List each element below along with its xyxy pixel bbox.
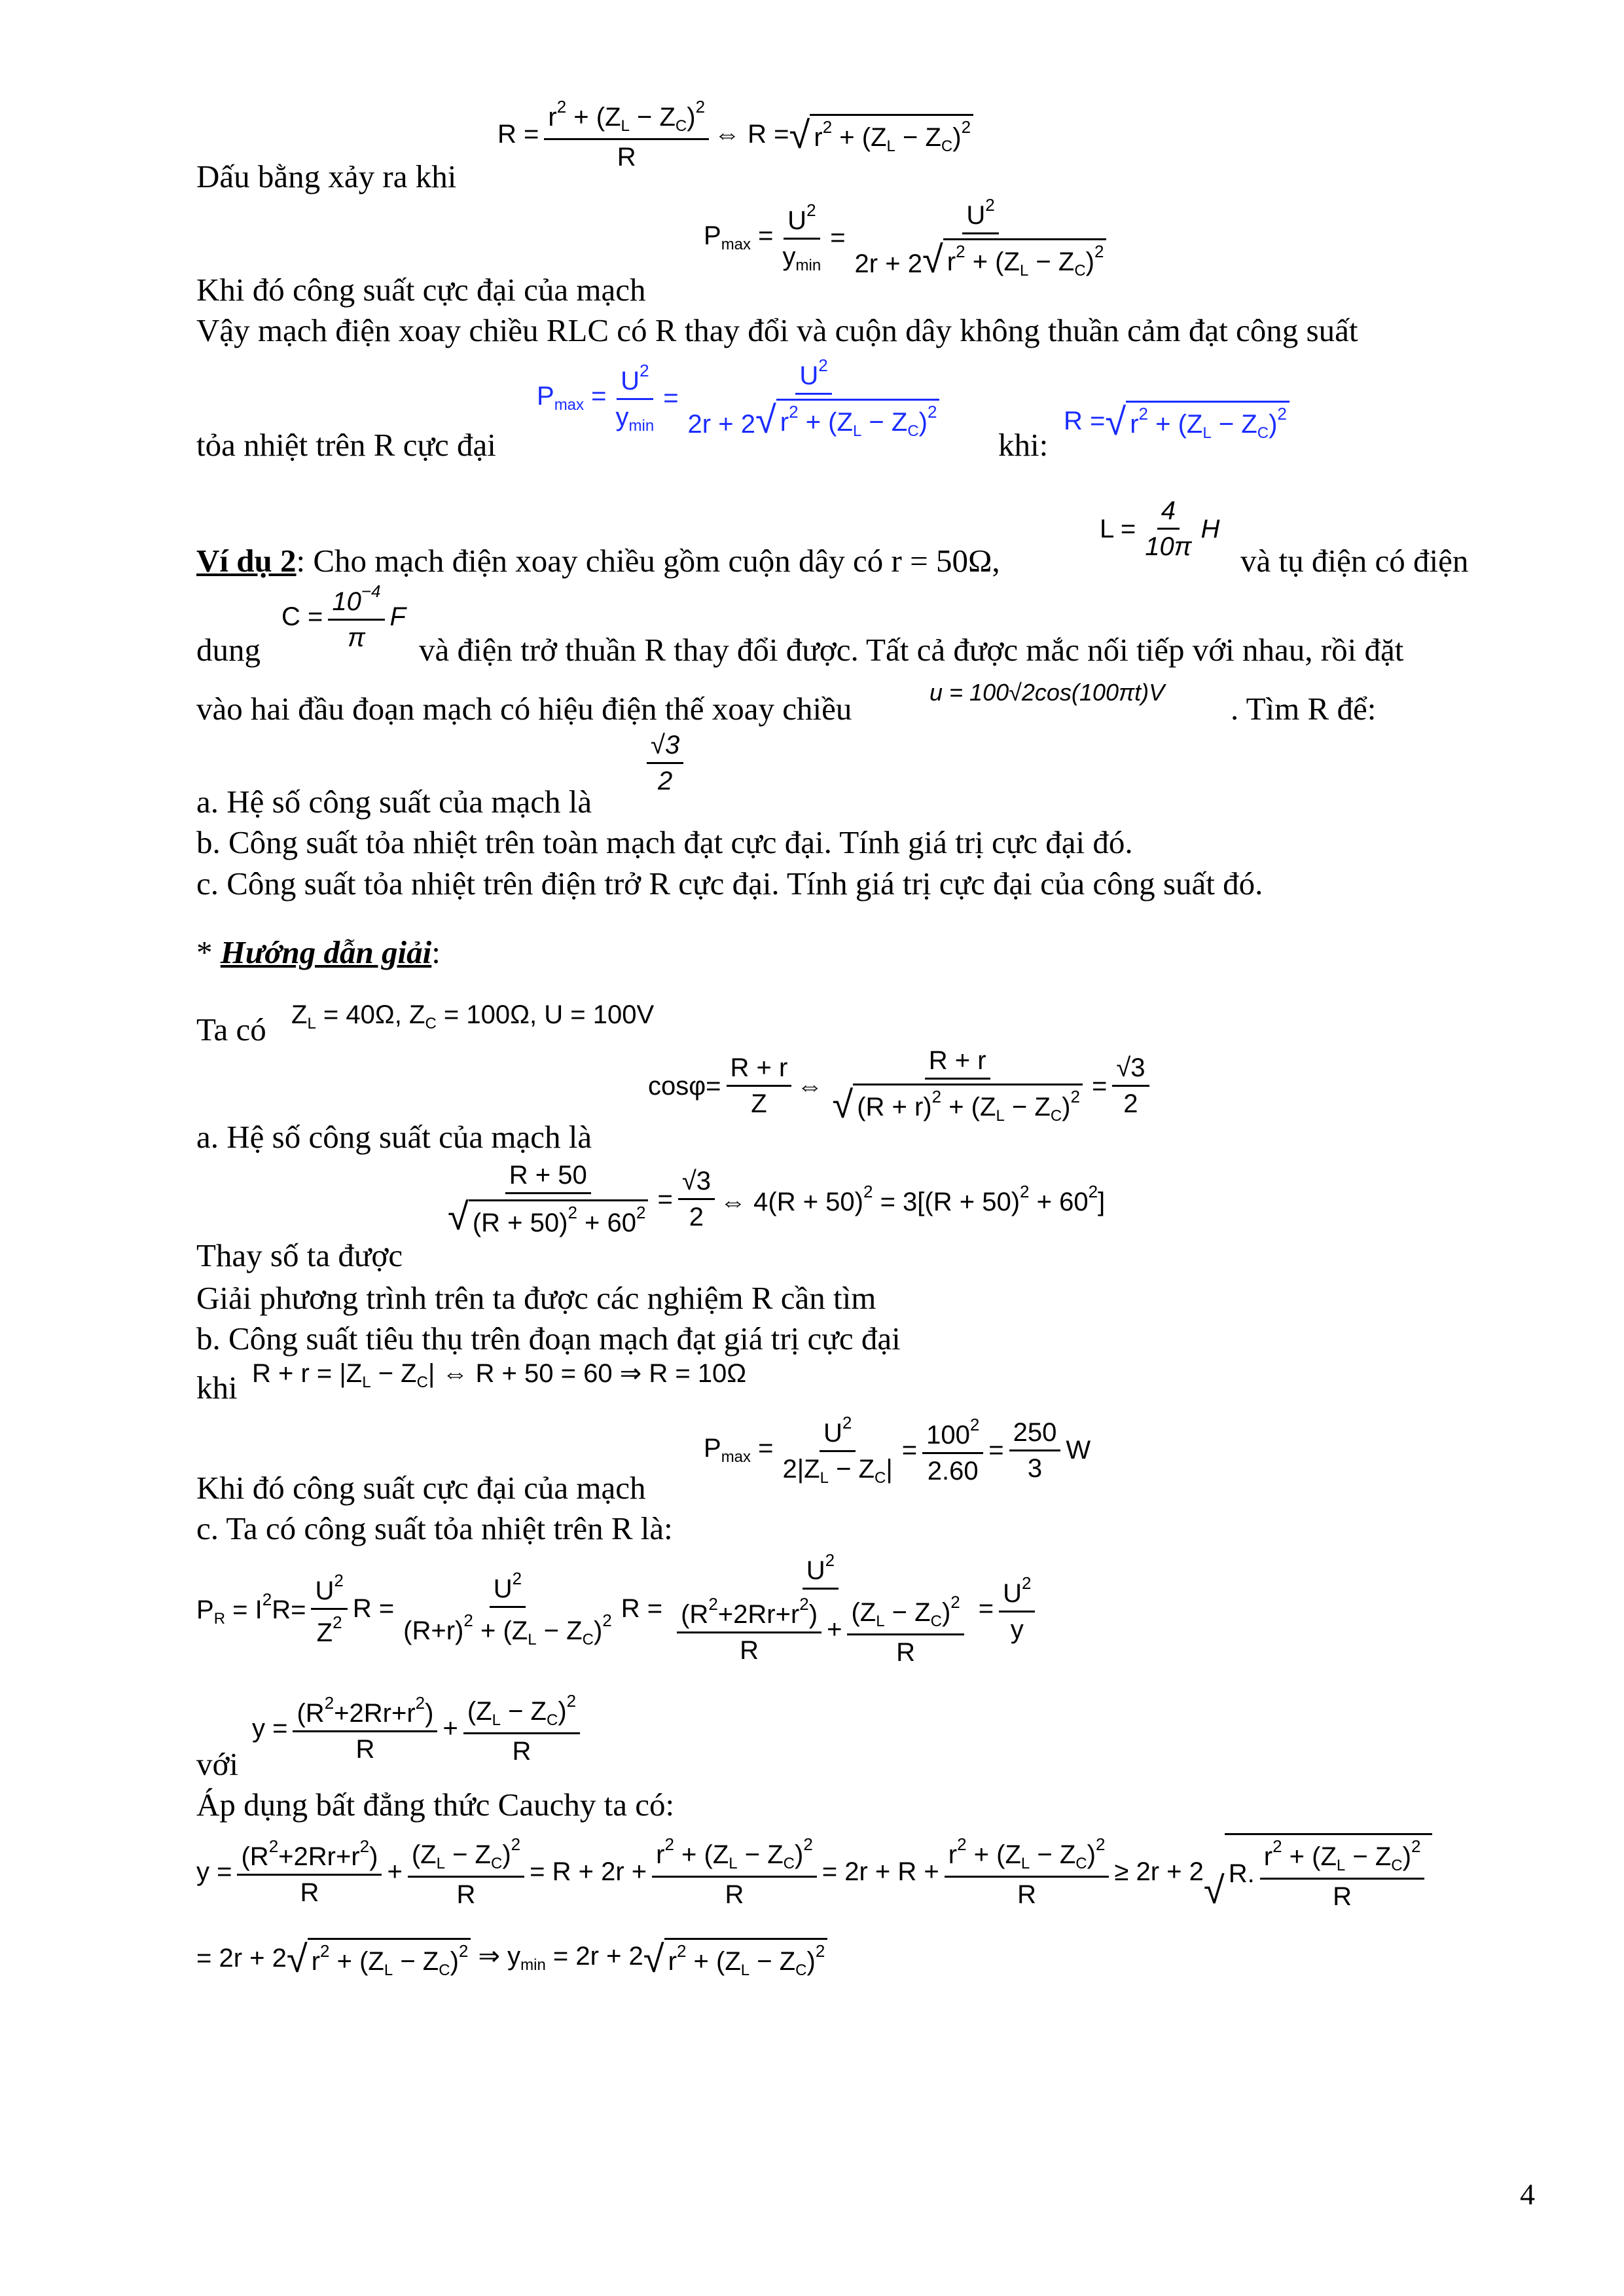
p-res-num: 250 — [1009, 1419, 1061, 1451]
example-line — [196, 545, 1000, 577]
text-line: Ta có — [196, 1011, 266, 1048]
c-numerator: 10 — [332, 587, 361, 616]
text-line: . Tìm R để: — [1231, 691, 1377, 727]
c-denominator: π — [348, 623, 365, 652]
capacitance-formula: C = $\frac{10^{-4}}{\pi}$ F — [281, 581, 406, 652]
pmax-numeric-formula: $P_{max}$ = $\frac{U^2}{2|Z_L - Z_C|}$ = $\frac{100^2}{2.60}$ = $\frac{250}{3}$ W — [704, 1413, 1091, 1487]
cond-1: R + r = |Z — [252, 1359, 363, 1388]
text-line: khi: — [998, 427, 1049, 463]
text-line: vào hai đầu đoạn mạch có hiệu điện thế xoay chiều — [196, 691, 852, 727]
substitution-formula: R + 50 √ $(R + 50)^2 + 60^2$ = $\frac{√3}{2}$ ⇔ $4(R + 50)^2 = 3[(R + 50)^2 + 60^2]$ — [448, 1161, 1106, 1238]
colon: : — [431, 934, 441, 970]
given-values: $Z_L = 40\Omega$, $Z_C = 100\Omega$, U = 100V — [291, 1000, 655, 1032]
text-line: Thay số ta được — [196, 1237, 403, 1273]
cos-num: √3 — [647, 732, 683, 764]
cos-phi-formula: cosφ= $\frac{R + r}{Z}$ ⇔ R + r √ $(R + r)^2 + (Z_L - Z_C)^2$ = $\frac{√3}{2}$ — [648, 1048, 1155, 1124]
text-line: Khi đó công suất cực đại của mạch — [196, 272, 646, 308]
p-den: 2.60 — [927, 1457, 979, 1485]
example-title: Ví dụ 2 — [196, 543, 297, 579]
max-condition-formula: $R + r = |Z_L - Z_C|$ ⇔ R + 50 = 60 ⇒ R = 10Ω — [252, 1359, 747, 1391]
cos-value-fraction — [641, 732, 689, 794]
given-1: = 40Ω, Z — [323, 1000, 425, 1029]
zl-symbol: Z — [291, 1000, 308, 1029]
question-b: b. Công suất tỏa nhiệt trên toàn mạch đạt cực đại. Tính giá trị cực đại đó. — [196, 824, 1133, 860]
text-line: dung — [196, 632, 261, 668]
text-line: Vậy mạch điện xoay chiều RLC có R thay đổi và cuộn dây không thuần cảm đạt công suất — [196, 312, 1358, 348]
text-line: Áp dụng bất đẳng thức Cauchy ta có: — [196, 1787, 675, 1823]
text-line: và tụ điện có điện — [1240, 543, 1469, 579]
cond-3: | ⇔ R + 50 = 60 ⇒ R = 10Ω — [427, 1359, 747, 1388]
l-denominator: 10π — [1145, 532, 1192, 561]
example-text: : Cho mạch điện xoay chiều gồm cuộn dây có r = 50Ω, — [296, 543, 1000, 579]
solution-heading — [196, 936, 441, 968]
p-res-den: 3 — [1027, 1453, 1043, 1483]
p-num: 100 — [926, 1421, 970, 1449]
y-definition-formula: y = $\frac{(R^2+2Rr+r^2)}{R}$ + $\frac{(Z_L - Z_C)^2}{R}$ — [252, 1692, 585, 1764]
cauchy-formula: y = $\frac{(R^2+2Rr+r^2)}{R}$ + $\frac{(Z_L - Z_C)^2}{R}$ = R + 2r + $\frac{r^2 + (Z_L - Z_C)^2}{R}$ = 2r + R + $\frac{r^2 + (Z_L - Z_C)^2}{R}$ ≥ 2r + 2 √ R. $\frac{r^2 + (Z_L - Z_C)^2}{R}$ — [196, 1833, 1432, 1910]
question-a: a. Hệ số công suất của mạch là — [196, 784, 592, 820]
l-numerator: 4 — [1157, 498, 1180, 530]
cos-den: 2 — [657, 767, 673, 795]
pmax-result-formula: $P_{max}$ = $\frac{U^2}{y_{min}}$ = $U^2$ 2r + 2 √ $r^2 + (Z_L - Z_C)^2$ — [537, 357, 948, 439]
given-2: = 100Ω, U = 100V — [443, 1000, 655, 1029]
question-c: c. Công suất tỏa nhiệt trên điện trở R cực đại. Tính giá trị cực đại của công suất đó. — [196, 866, 1263, 902]
power-r-formula: $P_R = I^2R=$ $\frac{U^2}{Z^2}$ R = $\frac{U^2}{(R+r)^2 + (Z_L - Z_C)^2}$ R = $U^2$ $\frac{(R^2+2Rr+r^2)}{R}$ + $\frac{(Z_L - Z_C)^2}{R}$ = $\frac{U^2}{y}$ — [196, 1552, 1040, 1666]
text-line: c. Ta có công suất tỏa nhiệt trên R là: — [196, 1510, 673, 1546]
text-line: Giải phương trình trên ta được các nghiệm R cần tìm — [196, 1280, 876, 1316]
text-line: a. Hệ số công suất của mạch là — [196, 1119, 592, 1155]
cond-2: − Z — [378, 1359, 417, 1388]
text-line: Khi đó công suất cực đại của mạch — [196, 1470, 646, 1506]
page-number: 4 — [1520, 2178, 1535, 2211]
text-line: tỏa nhiệt trên R cực đại — [196, 427, 496, 463]
text-line: với — [196, 1746, 239, 1782]
voltage-expression: u = 100√2cos(100πt)V — [929, 679, 1165, 706]
ymin-formula: = 2r + 2 √ $r^2 + (Z_L - Z_C)^2$ ⇒ $y_{min} = 2r + 2$ √ $r^2 + (Z_L - Z_C)^2$ — [196, 1938, 827, 1978]
r-condition-formula: R = √ $r^2 + (Z_L - Z_C)^2$ — [1064, 401, 1290, 441]
text-line: Dấu bằng xảy ra khi — [196, 158, 457, 194]
solution-title: Hướng dẫn giải — [220, 934, 432, 970]
inductance-formula: L = $\frac{4}{10\pi}$ H — [1100, 496, 1220, 561]
text-line: b. Công suất tiêu thụ trên đoạn mạch đạt giá trị cực đại — [196, 1321, 901, 1357]
text-line: và điện trở thuần R thay đổi được. Tất cả được mắc nối tiếp với nhau, rồi đặt — [419, 632, 1404, 668]
text-line: khi — [196, 1370, 238, 1406]
star: * — [196, 934, 221, 970]
unit-w: W — [1066, 1436, 1091, 1465]
pmax-formula: $P_{max}$ = $\frac{U^2}{y_{min}}$ = $U^2$ 2r + 2 √ $r^2 + (Z_L - Z_C)^2$ — [704, 196, 1115, 279]
equality-condition-formula: R = $\frac{r^2 + (Z_L - Z_C)^2}{R}$ ⇔ R = √ $r^2 + (Z_L - Z_C)^2$ — [497, 98, 973, 170]
